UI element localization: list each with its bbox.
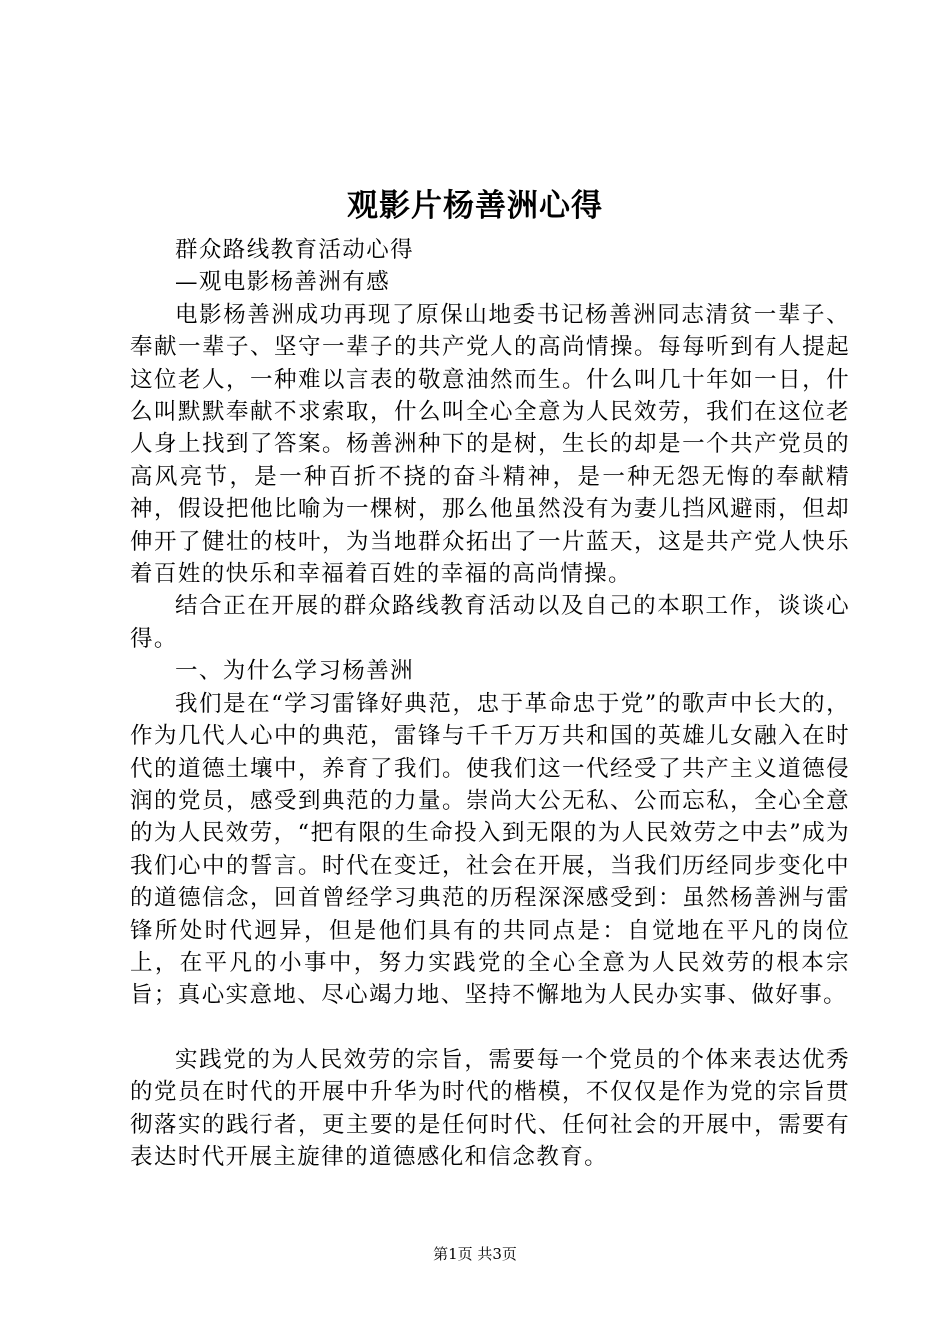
paragraph-subheading: —观电影杨善洲有感 — [175, 269, 391, 296]
document-title: 观影片杨善洲心得 — [347, 188, 603, 224]
document-body — [130, 234, 850, 1173]
page-footer: 第1页 共3页 — [433, 1245, 517, 1263]
paragraph: 电影杨善洲成功再现了原保山地委书记杨善洲同志清贫一辈子、奉献一辈子、坚守一辈子的共产党人的高尚情操。每每听到有人提起这位老人，一种难以言表的敬意油然而生。什么叫几十年如一日，什么叫默默奉献不求索取，什么叫全心全意为人民效劳，我们在这位老人身上找到了答案。杨善洲种下的是树，生长的却是一个共产党员的高风亮节，是一种百折不挠的奋斗精神，是一种无怨无悔的奉献精神，假设把他比喻为一棵树，那么他虽然没有为妻儿挡风避雨，但却伸开了健壮的枝叶，为当地群众拓出了一片蓝天，这是共产党人快乐着百姓的快乐和幸福着百姓的幸福的高尚情操。 — [130, 301, 850, 588]
paragraph: 实践党的为人民效劳的宗旨，需要每一个党员的个体来表达优秀的党员在时代的开展中升华为时代的楷模，不仅仅是作为党的宗旨贯彻落实的践行者，更主要的是任何时代、任何社会的开展中，需要有表达时代开展主旋律的道德感化和信念教育。 — [130, 1046, 850, 1170]
paragraph-subtitle: 群众路线教育活动心得 — [175, 237, 415, 263]
paragraph: 我们是在“学习雷锋好典范，忠于革命忠于党”的歌声中长大的，作为几代人心中的典范，雷锋与千千万万共和国的英雄儿女融入在时代的道德土壤中，养育了我们。使我们这一代经受了共产主义道德侵润的党员，感受到典范的力量。崇尚大公无私、公而忘私，全心全意的为人民效劳，“把有限的生命投入到无限的为人民效劳之中去”成为我们心中的誓言。时代在变迁，社会在开展，当我们历经同步变化中的道德信念，回首曾经学习典范的历程深深感受到：虽然杨善洲与雷锋所处时代迥异，但是他们具有的共同点是：自觉地在平凡的岗位上，在平凡的小事中，努力实践党的全心全意为人民效劳的根本宗旨；真心实意地、尽心竭力地、坚持不懈地为人民办实事、做好事。 — [130, 690, 850, 1009]
paragraph: 结合正在开展的群众路线教育活动以及自己的本职工作，谈谈心得。 — [130, 593, 850, 652]
section-heading: 一、为什么学习杨善洲 — [175, 658, 415, 685]
